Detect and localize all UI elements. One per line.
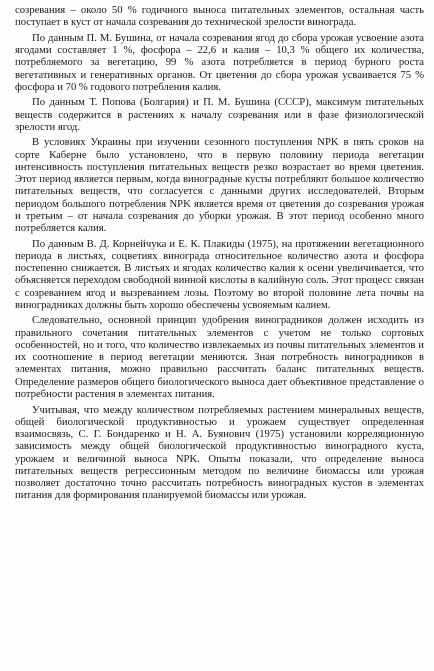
paragraph-2: По данным П. М. Бушина, от начала созревания ягод до сбора урожая усвоение азота ягодами составляет 1 %, фосфора – 22,6 и калия – 10,3 % общего их количества, потребляемого за вегетацию, 99 % азота потребляется в период бурного роста вегетативных и генеративных органов. От цветения до сбора урожая усваивается 75 % фосфора и 70 % годового потребления калия. <box>15 31 424 93</box>
paragraph-5: По данным В. Д. Корнейчука и Е. К. Плакиды (1975), на протяжении вегетационного периода в листьях, соцветиях винограда относительное количество азота и фосфора постепенно снижается. В листьях и ягодах количество калия к осени увеличивается, что объясняется переходом свободной винной кислоты в калийную соль. Этот процесс связан с созреванием ягод и вызреванием лозы. Поэтому во второй половине лета почвы на виноградниках должны быть хорошо обеспечены усвояемым калием. <box>15 237 424 311</box>
paragraph-1: созревания – около 50 % годичного выноса питательных элементов, остальная часть поступает в куст от начала созревания до технической зрелости винограда. <box>15 4 424 29</box>
paragraph-4: В условиях Украины при изучении сезонного поступления NPK в пять сроков на сорте Каберне было установлено, что в первую половину периода вегетации интенсивность поступления питательных веществ резко возрастает во время цветения. Этот период является первым, когда виноградные кусты потребляют большое количество питательных веществ, что согласуется с данными других исследователей. Вторым периодом большого потребления NPK является время от цветения до созревания урожая и третьим – от начала созревания до уборки урожая. В этот период особенно много потребляется калия. <box>15 136 424 235</box>
paragraph-7: Учитывая, что между количеством потребляемых растением минеральных веществ, общей биологической продуктивностью и урожаем существует определенная взаимосвязь, С. Г. Бондаренко и Н. А. Буянович (1975) установили корреляционную зависимость между общей биологической продуктивностью виноградного куста, урожаем и величиной выноса NPK. Опыты показали, что определение выноса питательных веществ регрессионным методом по величине биомассы или урожая позволяет достаточно точно рассчитать потребность виноградных кустов в элементах питания для формирования планируемой биомассы или урожая. <box>15 403 424 502</box>
paragraph-6: Следовательно, основной принцип удобрения виноградников должен исходить из правильного сочетания питательных элементов с учетом не только сортовых особенностей, но и того, что количество извлекаемых из почвы питательных элементов и их соотношение в период вегетации меняются. Зная потребность виноградников в элементах питания, можно правильно рассчитать баланс питательных веществ. Определение размеров общего биологического выноса дает объективное представление о потребности растения в элементах питания. <box>15 314 424 400</box>
paragraph-3: По данным Т. Попова (Болгария) и П. М. Бушина (СССР), максимум питательных веществ содержится в растениях к началу созревания или в фазе физиологической зрелости ягод. <box>15 96 424 133</box>
